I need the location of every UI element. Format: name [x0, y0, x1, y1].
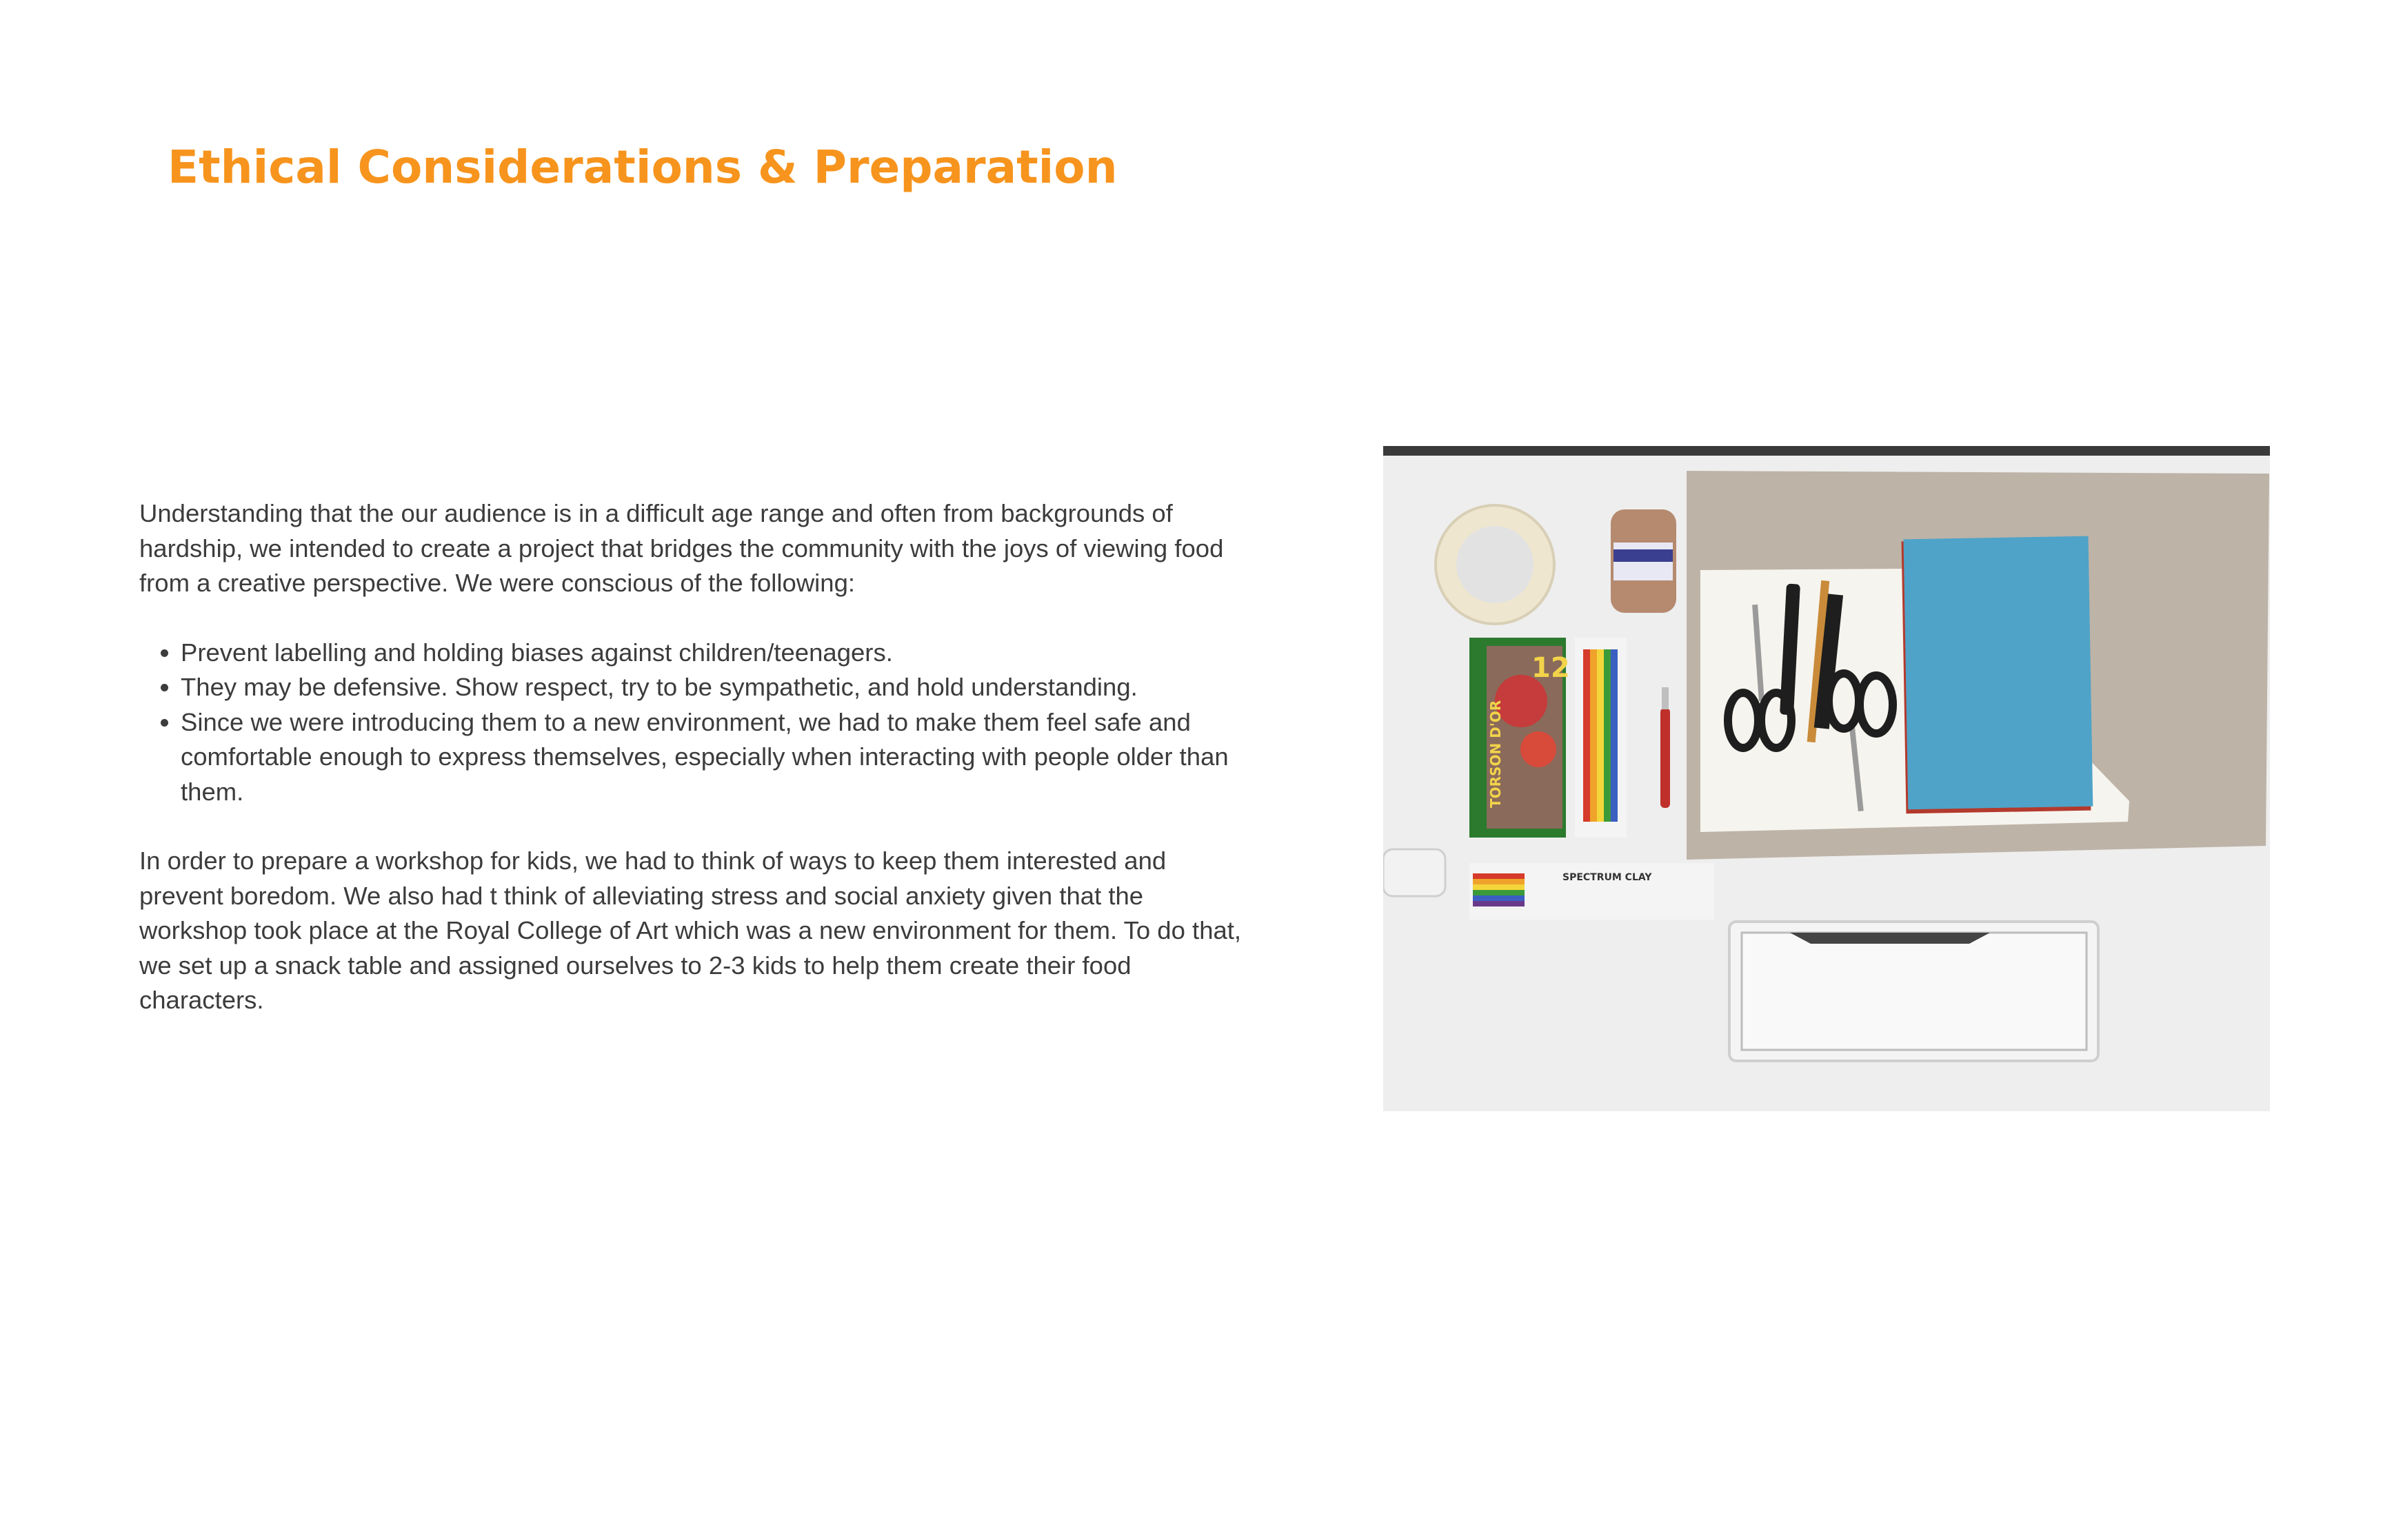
considerations-list	[139, 636, 1256, 810]
list-item: • They may be defensive. Show respect, try to be sympathetic, and hold understanding.	[181, 670, 1256, 705]
intro-paragraph: Understanding that the our audience is in a difficult age range and often from backgrounds of hardship, we intended to create a project that bridges the community with the joys of viewing food from a creative perspective. We were conscious of the following:	[139, 499, 1224, 597]
clay-label: SPECTRUM CLAY	[1562, 872, 1652, 883]
closing-paragraph: In order to prepare a workshop for kids, we had to think of ways to keep them interested and prevent boredom. We also had t think of alleviating stress and social anxiety given that the workshop took place at the Royal College of Art which was a new environment for them. To do that, we set up a snack table and assigned ourselves to 2-3 kids to help them create their food characters.	[139, 847, 1242, 1014]
list-item: • Prevent labelling and holding biases against children/teenagers.	[181, 636, 1256, 671]
list-item: • Since we were introducing them to a new environment, we had to make them feel safe and comfortable enough to express themselves, especially when interacting with people older than them.	[181, 705, 1256, 810]
workshop-materials-photo	[1383, 446, 2270, 1111]
body-text	[139, 496, 1256, 1018]
craft-knife	[1660, 708, 1670, 808]
pastel-box-brand: TORSON D'OR	[1487, 700, 1504, 808]
pastel-box-count: 12	[1531, 652, 1570, 684]
glue-stick	[1383, 849, 1445, 896]
page-title: Ethical Considerations & Preparation	[168, 141, 1118, 194]
